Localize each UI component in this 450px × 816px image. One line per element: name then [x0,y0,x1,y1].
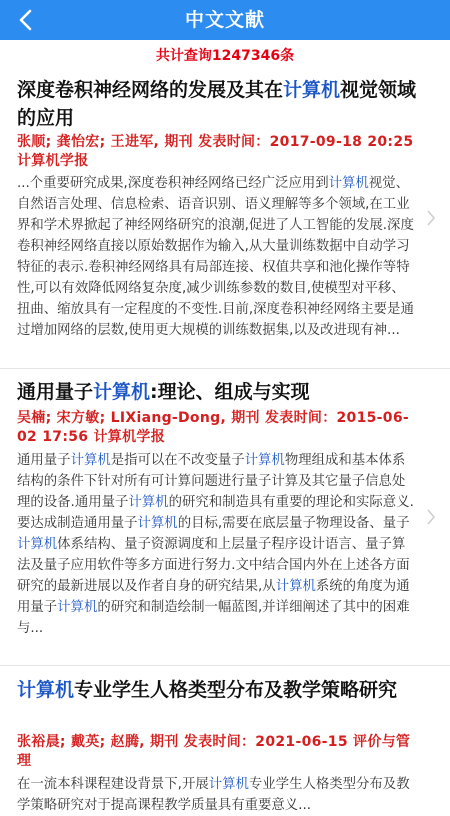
article-title: 计算机专业学生人格类型分布及教学策略研究 [17,679,398,701]
article-title: 通用量子计算机:理论、组成与实现 [17,381,310,403]
abstract-text: 体系结构、量子资源调度和上层量子程序设计语言、量子算法及量子应用软件等多方面进行努力.文中结合国内外在上述各方面研究的最新进展以及作者自身的研究结果,从 [17,537,410,594]
article-meta: 吴楠; 宋方敏; LIXiang-Dong, 期刊 发表时间：2015-06-02 17:56 计算机学报 [17,410,409,445]
article-title: 深度卷积神经网络的发展及其在计算机视觉领域的应用 [17,79,417,129]
keyword-highlight: 计算机 [17,679,75,701]
article-abstract [17,173,417,341]
list-item[interactable] [0,666,450,813]
abstract-text: 在一流本科课程建设背景下,开展 [17,777,209,792]
chevron-right-icon [425,507,437,527]
page-title: 中文文献 [184,9,265,31]
app-header [0,0,450,40]
keyword-highlight: 计算机 [244,453,285,468]
abstract-text: 的目标,需要在底层量子物理设备、量子 [177,516,410,531]
abstract-text: 是指可以在不改变量子 [110,453,245,468]
abstract-text: ...个重要研究成果,深度卷积神经网络已经广泛应用到 [17,176,329,191]
keyword-highlight: 计算机 [17,537,58,552]
abstract-text: 视觉、自然语言处理、信息检索、语音识别、语义理解等多个领域,在工业界和学术界掀起了神经网络研究的浪潮,促进了人工智能的发展.深度卷积神经网络直接以原始数据作为输入,从大量训练数据中自动学习特征的表示.卷积神经网络具有局部连接、权值共享和池化操作等特性,可以有效降低网络复杂度,减少训练参数的数目,使模型对平移、扭曲、缩放具有一定程度的不变性.目前,深度卷积神经网络主要是通过增加网络的层数,使用更大规模的训练数据集,以及改进现有神... [17,176,414,338]
keyword-highlight: 计算机 [70,453,111,468]
article-meta: 张裕晨; 戴英; 赵腾, 期刊 发表时间：2021-06-15 评价与管理 [17,734,411,769]
list-item[interactable] [0,369,450,666]
abstract-text: 通用量子 [17,453,71,468]
keyword-highlight: 计算机 [275,579,316,594]
keyword-highlight: 计算机 [93,381,151,403]
article-abstract [17,450,417,639]
abstract-text: 的研究和制造绘制一幅蓝图,并详细阐述了其中的困难与... [17,600,410,636]
chevron-right-icon [425,208,437,228]
keyword-highlight: 计算机 [208,777,249,792]
keyword-highlight: 计算机 [283,79,341,101]
abstract-text: 物理组成和基本体系结构的条件下针对所有可计算问题进行量子计算及其它量子信息处理的设备.通用量子 [17,453,406,510]
article-abstract [17,774,417,816]
list-item[interactable] [0,68,450,369]
keyword-highlight: 计算机 [328,176,369,191]
result-count: 共计查询1247346条 [155,48,295,64]
abstract-text: 的研究和制造具有重要的理论和实际意义.要达成制造通用量子 [17,495,414,531]
keyword-highlight: 计算机 [128,495,169,510]
abstract-text: 专业学生人格类型分布及教学策略研究对于提高课程教学质量具有重要意义... [17,777,410,813]
keyword-highlight: 计算机 [57,600,98,615]
keyword-highlight: 计算机 [137,516,178,531]
article-meta: 张顺; 龚怡宏; 王进军, 期刊 发表时间：2017-09-18 20:25 计算机学报 [17,134,414,169]
abstract-text: 系统的角度为通用量子 [17,579,410,615]
